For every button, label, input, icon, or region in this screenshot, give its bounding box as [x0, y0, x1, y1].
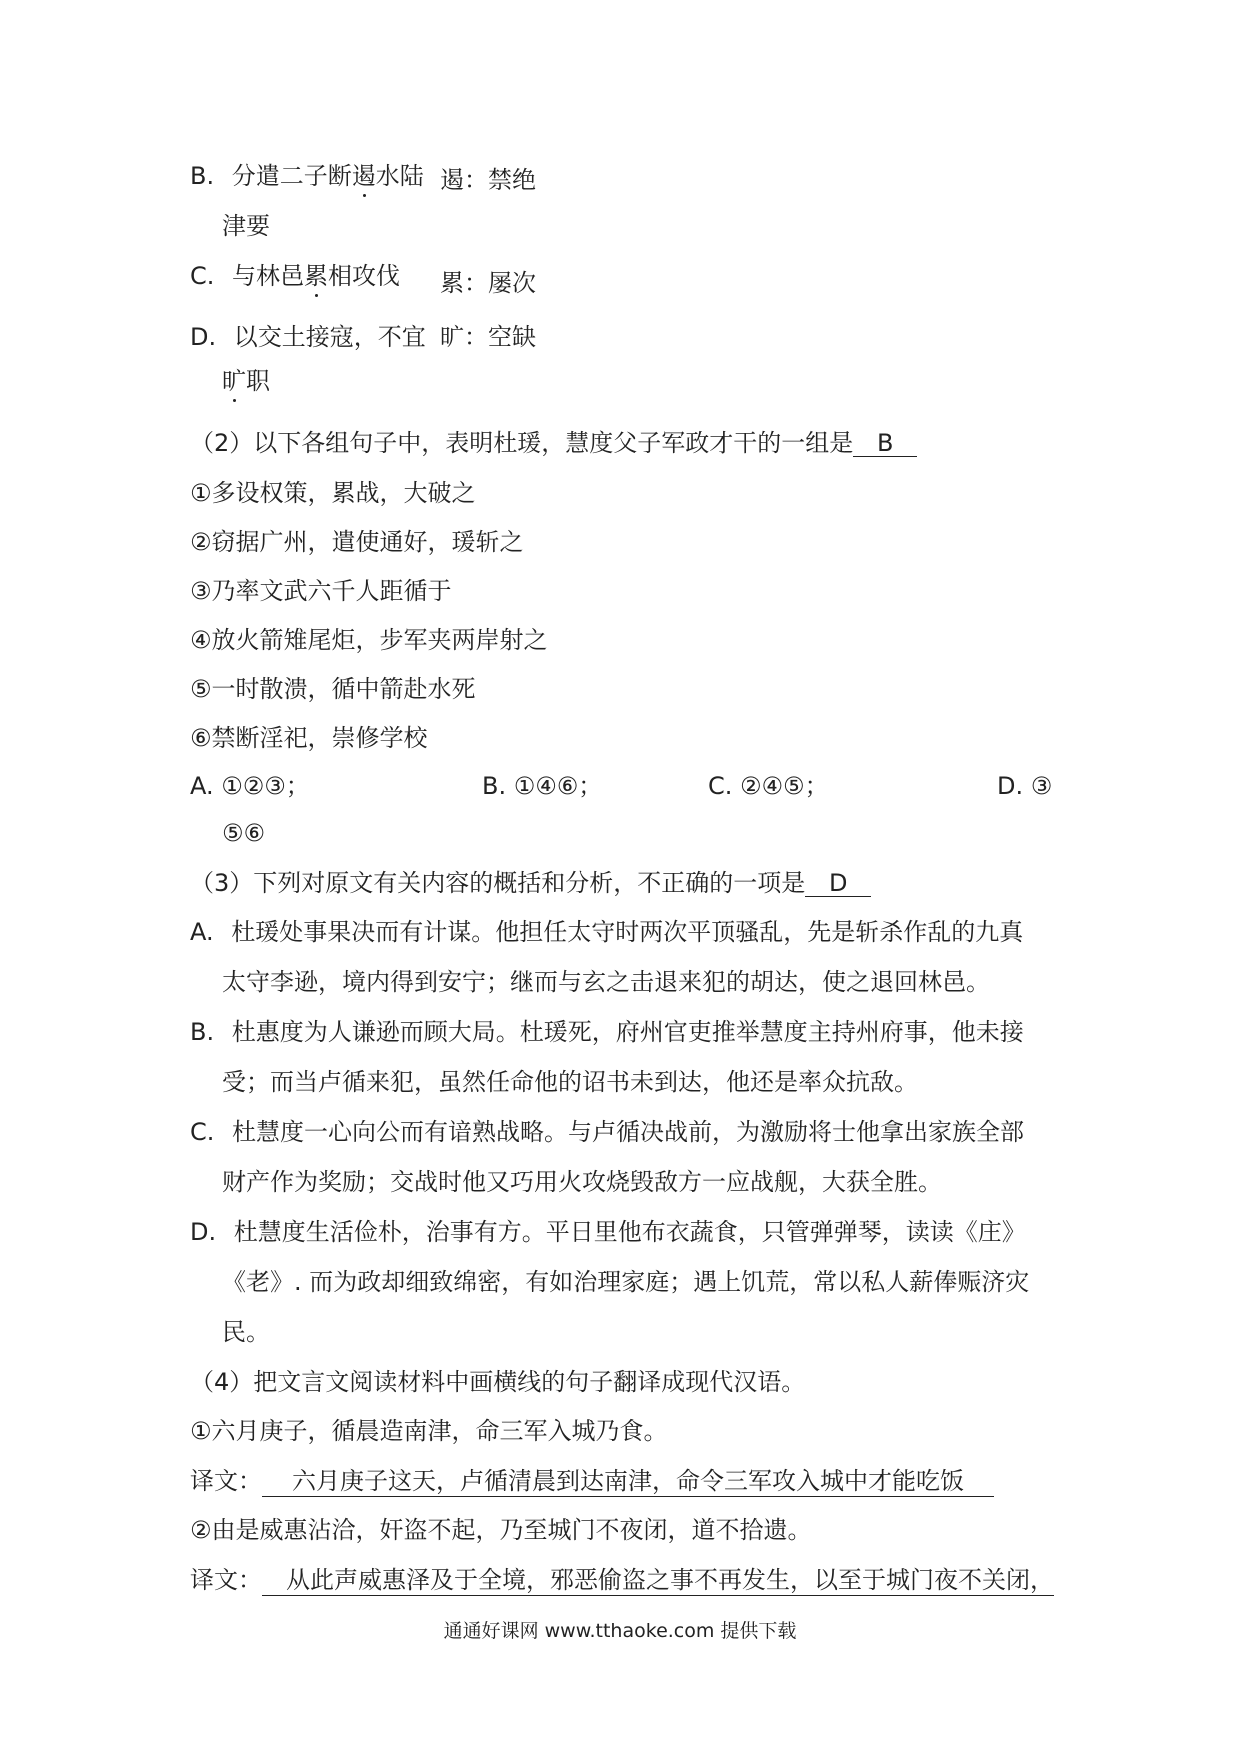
translation-text: 从此声威惠泽及于全境，邪恶偷盗之事不再发生，以至于城门夜不关闭，: [262, 1566, 1054, 1596]
q4-sentence-1: ①六月庚子，循晨造南津，命三军入城乃食。: [190, 1417, 668, 1445]
question-stem: （3）下列对原文有关内容的概括和分析，不正确的一项是: [190, 869, 806, 897]
dotted-character: 遏: [351, 162, 376, 190]
q3-option-d-line-3: 民。: [222, 1318, 270, 1346]
q3-stem: [190, 868, 871, 898]
translation-label: 译文：: [190, 1467, 262, 1495]
option-letter: A.: [190, 918, 214, 946]
q3-option-a: [190, 917, 1023, 947]
q3-option-b: [190, 1017, 1024, 1047]
option-line: 杜惠度为人谦逊而顾大局。杜瑗死，府州官吏推举慧度主持州府事，他未接: [231, 1018, 1024, 1046]
q1-option-d-continuation: [222, 366, 270, 396]
q1-option-d-gloss: 旷：空缺: [440, 323, 536, 351]
option-text: 以交土接寇，不宜: [233, 323, 426, 351]
option-text: 分遣二子断: [231, 162, 352, 190]
translation-text: 六月庚子这天，卢循清晨到达南津，命令三军攻入城中才能吃饭: [262, 1467, 994, 1497]
option-text: 相攻伐: [328, 262, 401, 290]
q4-stem: （4）把文言文阅读材料中画横线的句子翻译成现代汉语。: [190, 1368, 806, 1396]
q3-option-c-line-2: 财产作为奖励；交战时他又巧用火攻烧毁敌方一应战舰，大获全胜。: [222, 1168, 942, 1196]
q2-item-2: ②窃据广州，遣使通好，瑗斩之: [190, 528, 524, 556]
q4-sentence-2: ②由是威惠沾洽，奸盗不起，乃至城门不夜闭，道不拾遗。: [190, 1516, 812, 1544]
q4-translation-2: [190, 1565, 1054, 1595]
option-letter: D.: [190, 1218, 217, 1246]
q2-choice-a: A. ①②③；: [190, 772, 310, 800]
q2-item-1: ①多设权策，累战，大破之: [190, 479, 476, 507]
q3-option-b-line-2: 受；而当卢循来犯，虽然任命他的诏书未到达，他还是率众抗敌。: [222, 1068, 918, 1096]
q1-option-c-gloss: 累：屡次: [440, 269, 536, 297]
option-text: 水陆: [375, 162, 424, 190]
q2-stem: [190, 428, 917, 458]
option-letter: B.: [190, 162, 215, 190]
option-letter: B.: [190, 1018, 215, 1046]
q3-option-c: [190, 1117, 1024, 1147]
option-text: 职: [246, 367, 270, 395]
q2-choice-d: D. ③: [997, 772, 1053, 800]
translation-label: 译文：: [190, 1566, 262, 1594]
answer-blank: D: [805, 870, 871, 897]
q2-item-4: ④放火箭雉尾炬，步军夹两岸射之: [190, 626, 548, 654]
option-line: 杜慧度一心向公而有谙熟战略。与卢循决战前，为激励将士他拿出家族全部: [232, 1118, 1025, 1146]
q3-option-d-line-2: 《老》. 而为政却细致绵密，有如治理家庭；遇上饥荒，常以私人薪俸赈济灾: [222, 1268, 1030, 1296]
q4-translation-1: [190, 1466, 994, 1496]
answer-blank: B: [853, 430, 917, 457]
dotted-character: 累: [304, 262, 329, 290]
q1-option-c: [190, 261, 400, 291]
q3-option-d: [190, 1217, 1026, 1247]
option-text: 与林邑: [232, 262, 305, 290]
q1-option-b-gloss: 遏：禁绝: [440, 166, 536, 194]
q1-option-d: [190, 322, 426, 352]
q3-option-a-line-2: 太守李逊，境内得到安宁；继而与玄之击退来犯的胡达，使之退回林邑。: [222, 968, 990, 996]
q2-choice-c: C. ②④⑤；: [708, 772, 829, 800]
option-letter: C.: [190, 262, 215, 290]
q2-item-5: ⑤一时散溃，循中箭赴水死: [190, 675, 476, 703]
option-line: 杜瑗处事果决而有计谋。他担任太守时两次平顶骚乱，先是斩杀作乱的九真: [231, 918, 1024, 946]
option-letter: C.: [190, 1118, 215, 1146]
q1-option-b: [190, 161, 424, 191]
q1-option-b-continuation: 津要: [222, 212, 270, 240]
q2-item-6: ⑥禁断淫祀，崇修学校: [190, 724, 428, 752]
q2-choice-d-continuation: ⑤⑥: [222, 819, 266, 847]
option-letter: D.: [190, 323, 217, 351]
option-line: 杜慧度生活俭朴，治事有方。平日里他布衣蔬食，只管弹弹琴，读读《庄》: [233, 1218, 1026, 1246]
question-stem: （2）以下各组句子中，表明杜瑗，慧度父子军政才干的一组是: [190, 429, 854, 457]
dotted-character: 旷: [222, 367, 246, 395]
page-footer: 通通好课网 www.tthaoke.com 提供下载: [443, 1620, 797, 1642]
q2-choice-b: B. ①④⑥；: [482, 772, 603, 800]
q2-item-3: ③乃率文武六千人距循于: [190, 577, 452, 605]
